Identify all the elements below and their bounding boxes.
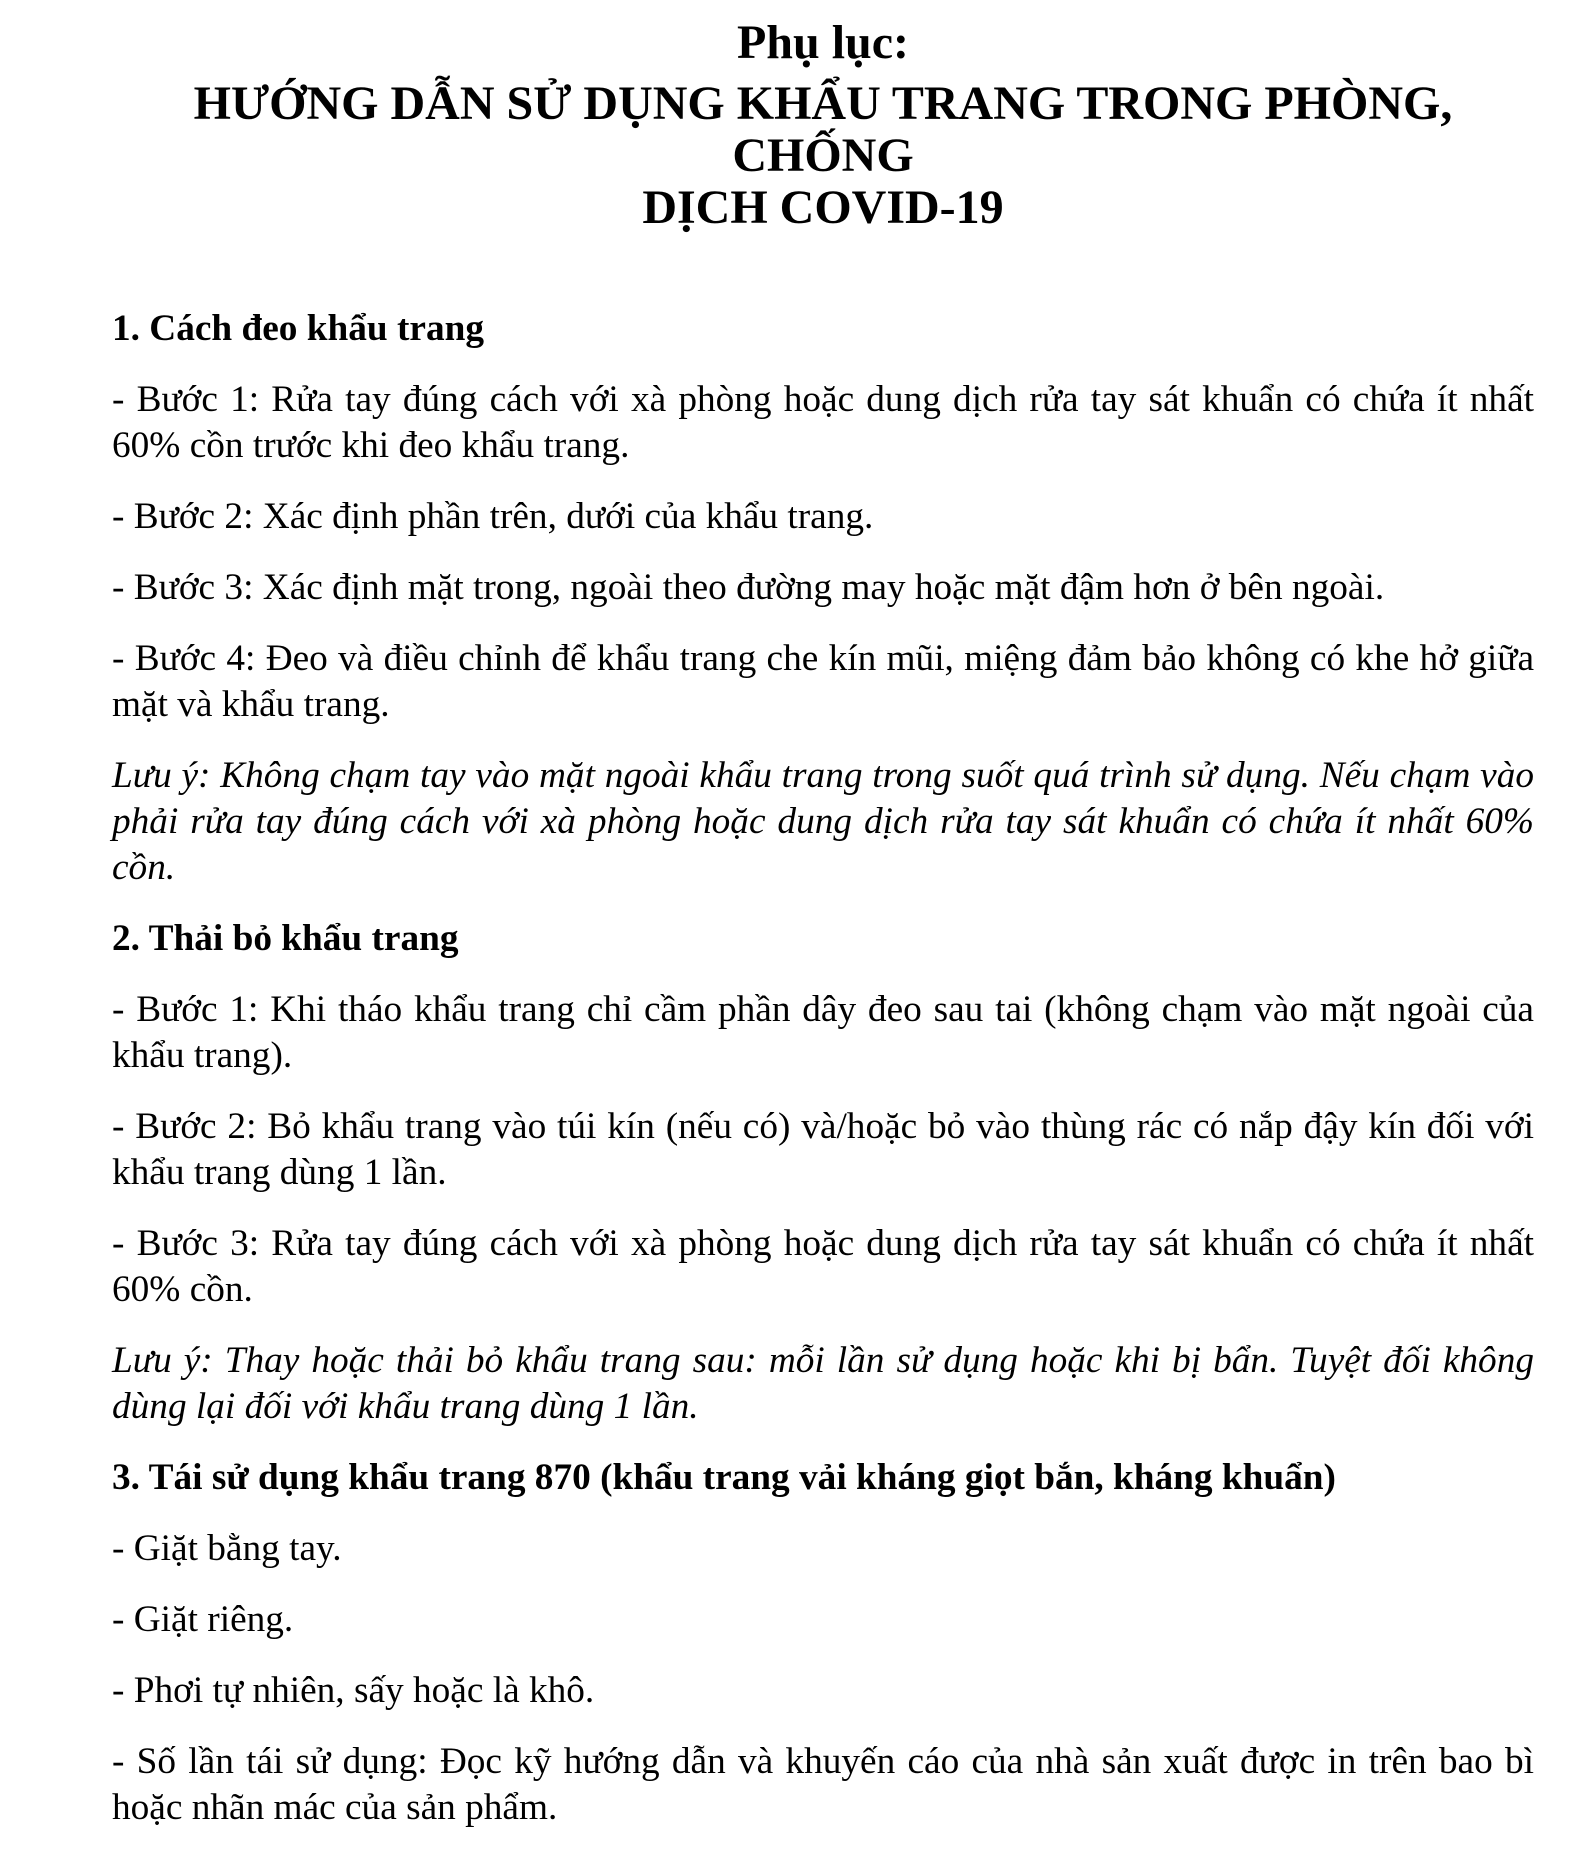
document-title: [112, 78, 1534, 234]
section-1-heading: 1. Cách đeo khẩu trang: [112, 308, 484, 349]
step-paragraph: - Bước 2: Xác định phần trên, dưới của khẩu trang.: [112, 496, 874, 537]
step-paragraph: - Bước 3: Rửa tay đúng cách với xà phòng hoặc dung dịch rửa tay sát khuẩn có chứa ít nhất 60% cồn.: [112, 1223, 1534, 1310]
section-2-heading: 2. Thải bỏ khẩu trang: [112, 918, 459, 959]
document-title-line-2: DỊCH COVID-19: [642, 181, 1004, 234]
section-disposing-mask: [112, 916, 1534, 1430]
step-paragraph: - Giặt riêng.: [112, 1599, 294, 1640]
step-paragraph: - Giặt bằng tay.: [112, 1528, 342, 1569]
section-reusing-mask: [112, 1455, 1534, 1831]
step-paragraph: - Bước 3: Xác định mặt trong, ngoài theo đường may hoặc mặt đậm hơn ở bên ngoài.: [112, 567, 1385, 608]
section-wearing-mask: [112, 306, 1534, 891]
step-paragraph: - Số lần tái sử dụng: Đọc kỹ hướng dẫn và khuyến cáo của nhà sản xuất được in trên bao bì hoặc nhãn mác của sản phẩm.: [112, 1741, 1534, 1828]
section-3-heading: 3. Tái sử dụng khẩu trang 870 (khẩu trang vải kháng giọt bắn, kháng khuẩn): [112, 1457, 1336, 1498]
step-paragraph: - Bước 1: Rửa tay đúng cách với xà phòng hoặc dung dịch rửa tay sát khuẩn có chứa ít nhất 60% cồn trước khi đeo khẩu trang.: [112, 379, 1534, 466]
appendix-label: Phụ lục:: [736, 16, 910, 69]
step-paragraph: - Bước 2: Bỏ khẩu trang vào túi kín (nếu có) và/hoặc bỏ vào thùng rác có nắp đậy kín đối với khẩu trang dùng 1 lần.: [112, 1106, 1534, 1193]
step-paragraph: - Bước 1: Khi tháo khẩu trang chỉ cầm phần dây đeo sau tai (không chạm vào mặt ngoài của khẩu trang).: [112, 989, 1534, 1076]
step-paragraph: - Phơi tự nhiên, sấy hoặc là khô.: [112, 1670, 595, 1711]
document-title-line-1: HƯỚNG DẪN SỬ DỤNG KHẨU TRANG TRONG PHÒNG, CHỐNG: [193, 77, 1453, 182]
note-paragraph: Lưu ý: Thay hoặc thải bỏ khẩu trang sau: mỗi lần sử dụng hoặc khi bị bẩn. Tuyệt đối không dùng lại đối với khẩu trang dùng 1 lần.: [112, 1340, 1534, 1427]
step-paragraph: - Bước 4: Đeo và điều chỉnh để khẩu trang che kín mũi, miệng đảm bảo không có khe hở giữa mặt và khẩu trang.: [112, 638, 1534, 725]
note-paragraph: Lưu ý: Không chạm tay vào mặt ngoài khẩu trang trong suốt quá trình sử dụng. Nếu chạm vào phải rửa tay đúng cách với xà phòng hoặc dung dịch rửa tay sát khuẩn có chứa ít nhất 60% cồn.: [112, 755, 1534, 888]
